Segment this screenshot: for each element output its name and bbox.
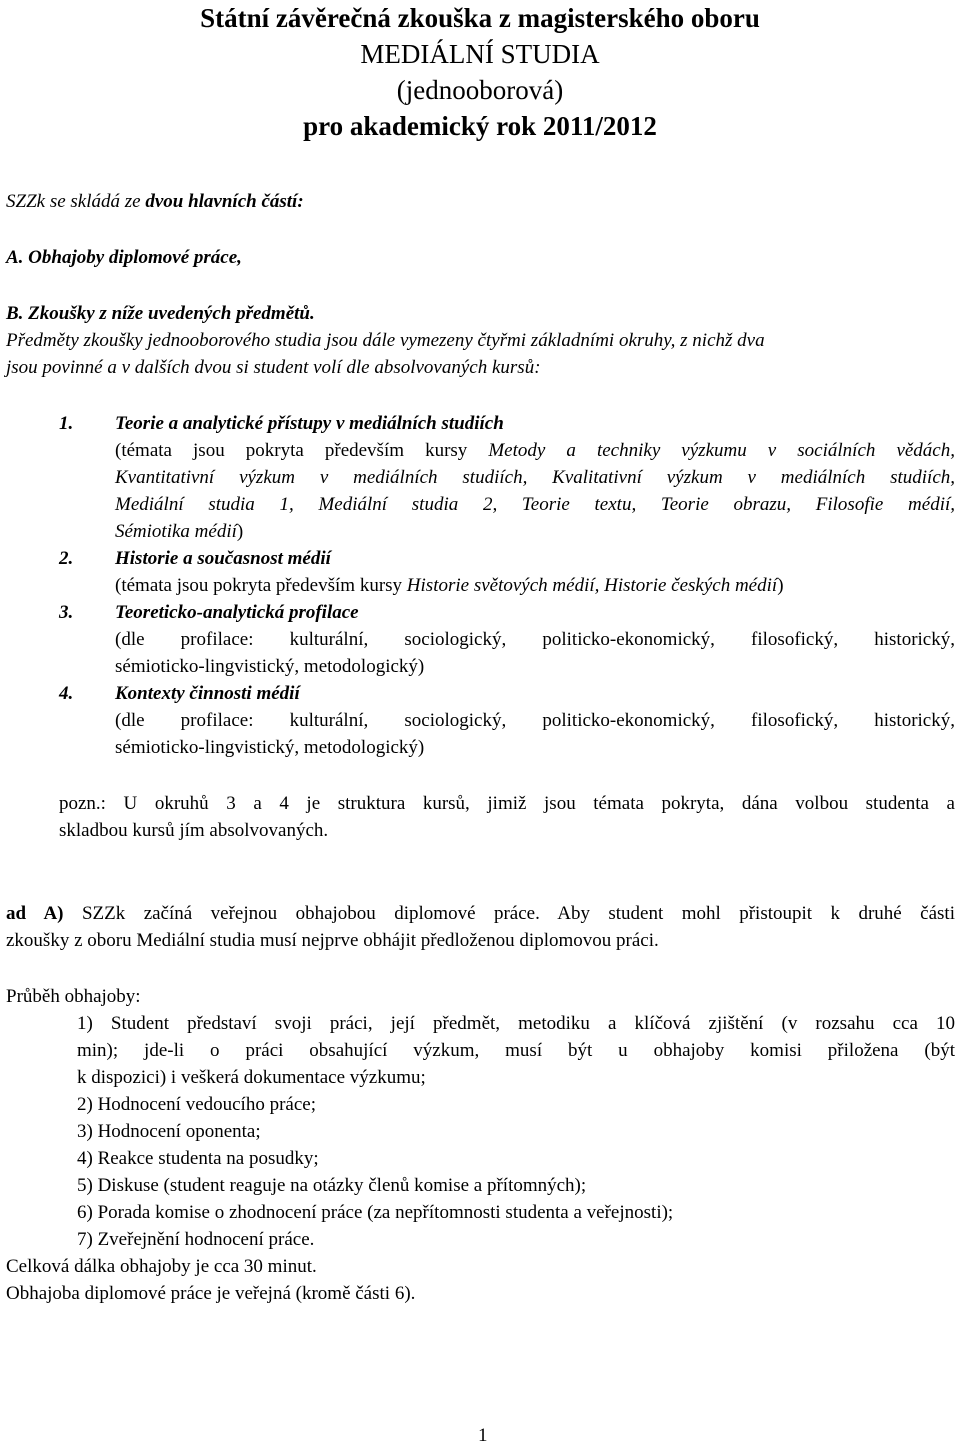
- topic-1-paren: ): [236, 521, 244, 542]
- topic-1-desc-line-1: [115, 437, 955, 464]
- defense-step-1-line-2: min); jde-li o práci obsahující výzkum, musí být u obhajoby komisi přiložena (být: [77, 1040, 955, 1061]
- title-line-2: MEDIÁLNÍ STUDIA: [360, 39, 600, 69]
- topic-3-desc-line-2: sémioticko-lingvistický, metodologický): [115, 656, 425, 677]
- defense-length: Celková dálka obhajoby je cca 30 minut.: [6, 1256, 317, 1277]
- topic-2-desc-text: (témata jsou pokryta především kursy: [115, 575, 407, 596]
- topic-2-title: Historie a současnost médií: [115, 548, 331, 569]
- ad-a-text: SZZk začíná veřejnou obhajobou diplomové práce. Aby student mohl přistoupit k druhé části: [63, 903, 955, 924]
- topic-1-desc-text: (témata jsou pokryta především kursy: [115, 440, 489, 461]
- title-line-4: pro akademický rok 2011/2012: [303, 111, 657, 141]
- intro-text: SZZk se skládá ze: [6, 191, 146, 212]
- ad-a-line-2: zkoušky z oboru Mediální studia musí nejprve obhájit předloženou diplomovou práci.: [6, 930, 659, 951]
- title-line-1: Státní závěrečná zkouška z magisterského oboru: [200, 3, 760, 33]
- defense-step-6: 6) Porada komise o zhodnocení práce (za nepřítomnosti studenta a veřejnosti);: [77, 1202, 674, 1223]
- page-number: 1: [478, 1425, 488, 1446]
- intro-paragraph-line-2: jsou povinné a v dalších dvou si student volí dle absolvovaných kursů:: [6, 357, 541, 378]
- ad-a-line-1: [6, 900, 955, 927]
- intro-line: [6, 188, 304, 215]
- topic-2-number: 2.: [59, 548, 74, 569]
- defense-step-1-line-3: k dispozici) i veškerá dokumentace výzkumu;: [77, 1067, 426, 1088]
- topic-4-desc-line-2: sémioticko-lingvistický, metodologický): [115, 737, 425, 758]
- defense-step-2: 2) Hodnocení vedoucího práce;: [77, 1094, 316, 1115]
- note-line-1: pozn.: U okruhů 3 a 4 je struktura kursů, jimiž jsou témata pokryta, dána volbou studenta a: [59, 793, 955, 814]
- topic-1-course-list: Metody a techniky výzkumu v sociálních vědách,: [488, 440, 955, 461]
- intro-paragraph-line-1: Předměty zkoušky jednooborového studia jsou dále vymezeny čtyřmi základními okruhy, z nichž dva: [6, 330, 765, 351]
- defense-step-5: 5) Diskuse (student reaguje na otázky členů komise a přítomných);: [77, 1175, 587, 1196]
- defense-step-1-line-1: 1) Student představí svoji práci, její předmět, metodiku a klíčová zjištění (v rozsahu cca 10: [77, 1013, 955, 1034]
- note-line-2: skladbou kursů jím absolvovaných.: [59, 820, 329, 841]
- ad-a-label: ad A): [6, 903, 64, 924]
- defense-step-4: 4) Reakce studenta na posudky;: [77, 1148, 319, 1169]
- topic-3-title: Teoreticko-analytická profilace: [115, 602, 359, 623]
- part-b: B. Zkoušky z níže uvedených předmětů.: [6, 303, 315, 324]
- part-a: A. Obhajoby diplomové práce,: [6, 247, 242, 268]
- topic-4-title: Kontexty činnosti médií: [115, 683, 300, 704]
- topic-4-number: 4.: [59, 683, 74, 704]
- intro-emphasis: dvou hlavních částí:: [145, 191, 304, 212]
- defense-step-3: 3) Hodnocení oponenta;: [77, 1121, 261, 1142]
- topic-1-title: Teorie a analytické přístupy v mediálních studiích: [115, 413, 504, 434]
- title-line-3: (jednooborová): [396, 75, 564, 105]
- defense-public: Obhajoba diplomové práce je veřejná (kromě části 6).: [6, 1283, 416, 1304]
- topic-1-desc-line-3: Mediální studia 1, Mediální studia 2, Teorie textu, Teorie obrazu, Filosofie médií,: [115, 494, 955, 515]
- topic-3-number: 3.: [59, 602, 74, 623]
- topic-1-desc-line-2: Kvantitativní výzkum v mediálních studiích, Kvalitativní výzkum v mediálních studiích,: [115, 467, 955, 488]
- topic-2-paren: ): [777, 575, 784, 596]
- topic-1-desc-line-4: [115, 518, 243, 545]
- topic-2-course-list: Historie světových médií, Historie českých médií: [406, 575, 778, 596]
- topic-3-desc-line-1: (dle profilace: kulturální, sociologický, politicko-ekonomický, filosofický, historický,: [115, 629, 955, 650]
- topic-4-desc-line-1: (dle profilace: kulturální, sociologický, politicko-ekonomický, filosofický, historický,: [115, 710, 955, 731]
- topic-1-course-last: Sémiotika médií: [115, 521, 237, 542]
- defense-step-7: 7) Zveřejnění hodnocení práce.: [77, 1229, 315, 1250]
- defense-heading: Průběh obhajoby:: [6, 986, 141, 1007]
- topic-2-desc-line-1: [115, 572, 784, 599]
- topic-1-number: 1.: [59, 413, 74, 434]
